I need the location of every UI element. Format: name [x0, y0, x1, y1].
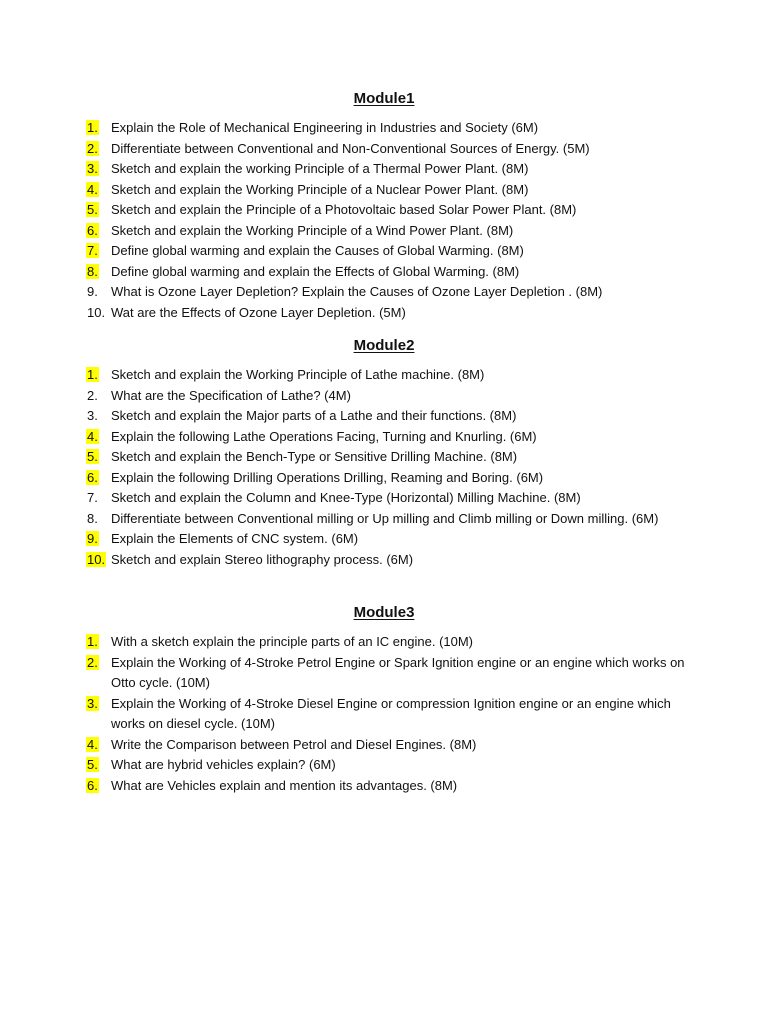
question-number-text: 5. [87, 757, 98, 772]
question-item [0, 653, 768, 694]
question-number-text: 6. [87, 469, 98, 485]
question-text: What is Ozone Layer Depletion? Explain the Causes of Ozone Layer Depletion . (8M) [111, 284, 603, 299]
question-number-text: 1. [87, 120, 98, 135]
question-list [0, 365, 768, 570]
question-item [0, 632, 768, 653]
question-item [0, 386, 768, 407]
highlighted-question-number [86, 529, 110, 550]
question-text: Differentiate between Conventional milling or Up milling and Climb milling or Down milling. (6M) [111, 510, 659, 526]
question-number-text: 6. [87, 222, 98, 238]
question-number [86, 488, 110, 509]
question-item [0, 159, 768, 180]
question-list [0, 632, 768, 796]
question-number [86, 282, 110, 303]
highlighted-question-number [86, 776, 110, 797]
question-item [0, 488, 768, 509]
question-text: Sketch and explain the Bench-Type or Sensitive Drilling Machine. (8M) [111, 449, 518, 464]
question-number-text: 10. [87, 551, 106, 567]
question-item [0, 755, 768, 776]
question-number-text: 5. [87, 449, 98, 464]
question-item [0, 735, 768, 756]
question-text: Sketch and explain the Column and Knee-Type (Horizontal) Milling Machine. (8M) [111, 490, 581, 505]
question-item [0, 118, 768, 139]
highlighted-question-number [86, 632, 110, 653]
question-number-text: 9. [87, 531, 98, 546]
question-text: Explain the following Drilling Operations Drilling, Reaming and Boring. (6M) [111, 469, 544, 485]
question-item [0, 447, 768, 468]
question-number-text: 8. [87, 510, 98, 526]
question-number [86, 509, 110, 530]
question-item [0, 303, 768, 324]
highlighted-question-number [86, 653, 110, 674]
highlighted-question-number [86, 139, 110, 160]
highlighted-question-number [86, 468, 110, 489]
module-title: Module1 [353, 90, 415, 107]
question-number-text: 7. [87, 490, 98, 505]
highlighted-question-number [86, 550, 110, 571]
highlighted-question-number [86, 159, 110, 180]
question-text: Sketch and explain the Principle of a Photovoltaic based Solar Power Plant. (8M) [111, 202, 577, 217]
question-item [0, 550, 768, 571]
question-text: Explain the Working of 4-Stroke Petrol Engine or Spark Ignition engine or an engine which works on Otto cycle. (10M) [111, 654, 685, 690]
question-number-text: 4. [87, 428, 98, 444]
highlighted-question-number [86, 694, 110, 715]
question-number-text: 1. [87, 634, 98, 649]
highlighted-question-number [86, 755, 110, 776]
question-number [86, 406, 110, 427]
question-text: What are Vehicles explain and mention its advantages. (8M) [111, 777, 458, 793]
question-text: Sketch and explain Stereo lithography process. (6M) [111, 551, 414, 567]
question-text: Sketch and explain the Working Principle of a Wind Power Plant. (8M) [111, 222, 514, 238]
question-number [86, 386, 110, 407]
question-text: Define global warming and explain the Effects of Global Warming. (8M) [111, 263, 520, 279]
highlighted-question-number [86, 241, 110, 262]
question-number [86, 303, 110, 324]
question-text: Wat are the Effects of Ozone Layer Depletion. (5M) [111, 304, 406, 320]
question-item [0, 509, 768, 530]
question-text: Write the Comparison between Petrol and Diesel Engines. (8M) [111, 736, 477, 752]
highlighted-question-number [86, 221, 110, 242]
question-text: Explain the Elements of CNC system. (6M) [111, 531, 359, 546]
highlighted-question-number [86, 118, 110, 139]
question-number-text: 2. [87, 387, 98, 403]
question-number-text: 2. [87, 654, 98, 670]
question-number-text: 1. [87, 367, 98, 382]
question-number-text: 3. [87, 408, 98, 423]
question-text: What are hybrid vehicles explain? (6M) [111, 757, 336, 772]
highlighted-question-number [86, 262, 110, 283]
question-item [0, 365, 768, 386]
question-text: What are the Specification of Lathe? (4M) [111, 387, 351, 403]
question-number-text: 4. [87, 736, 98, 752]
question-item [0, 180, 768, 201]
question-item [0, 776, 768, 797]
question-item [0, 221, 768, 242]
question-list [0, 118, 768, 323]
question-item [0, 468, 768, 489]
highlighted-question-number [86, 735, 110, 756]
question-number-text: 5. [87, 202, 98, 217]
question-text: Explain the Role of Mechanical Engineering in Industries and Society (6M) [111, 120, 539, 135]
question-item [0, 282, 768, 303]
question-text: Define global warming and explain the Causes of Global Warming. (8M) [111, 243, 524, 258]
question-text: Sketch and explain the Working Principle of Lathe machine. (8M) [111, 367, 485, 382]
module-title: Module3 [353, 604, 415, 621]
question-item [0, 241, 768, 262]
question-number-text: 9. [87, 284, 98, 299]
module-title: Module2 [353, 337, 415, 354]
question-number-text: 3. [87, 161, 98, 176]
question-item [0, 406, 768, 427]
question-item [0, 200, 768, 221]
question-text: Sketch and explain the Major parts of a Lathe and their functions. (8M) [111, 408, 517, 423]
question-text: Explain the Working of 4-Stroke Diesel Engine or compression Ignition engine or an engine which works on diesel cycle. (10M) [111, 695, 671, 731]
question-number-text: 10. [87, 304, 106, 320]
highlighted-question-number [86, 180, 110, 201]
question-item [0, 529, 768, 550]
question-number-text: 7. [87, 243, 98, 258]
question-item [0, 427, 768, 448]
highlighted-question-number [86, 427, 110, 448]
question-item [0, 694, 768, 735]
highlighted-question-number [86, 200, 110, 221]
question-item [0, 262, 768, 283]
question-text: Sketch and explain the Working Principle of a Nuclear Power Plant. (8M) [111, 181, 529, 197]
question-number-text: 6. [87, 777, 98, 793]
question-text: With a sketch explain the principle parts of an IC engine. (10M) [111, 634, 474, 649]
question-text: Explain the following Lathe Operations Facing, Turning and Knurling. (6M) [111, 428, 537, 444]
question-text: Sketch and explain the working Principle of a Thermal Power Plant. (8M) [111, 161, 529, 176]
question-number-text: 8. [87, 263, 98, 279]
question-number-text: 2. [87, 140, 98, 156]
highlighted-question-number [86, 365, 110, 386]
highlighted-question-number [86, 447, 110, 468]
question-number-text: 4. [87, 181, 98, 197]
question-item [0, 139, 768, 160]
question-number-text: 3. [87, 695, 98, 711]
question-text: Differentiate between Conventional and Non-Conventional Sources of Energy. (5M) [111, 140, 590, 156]
